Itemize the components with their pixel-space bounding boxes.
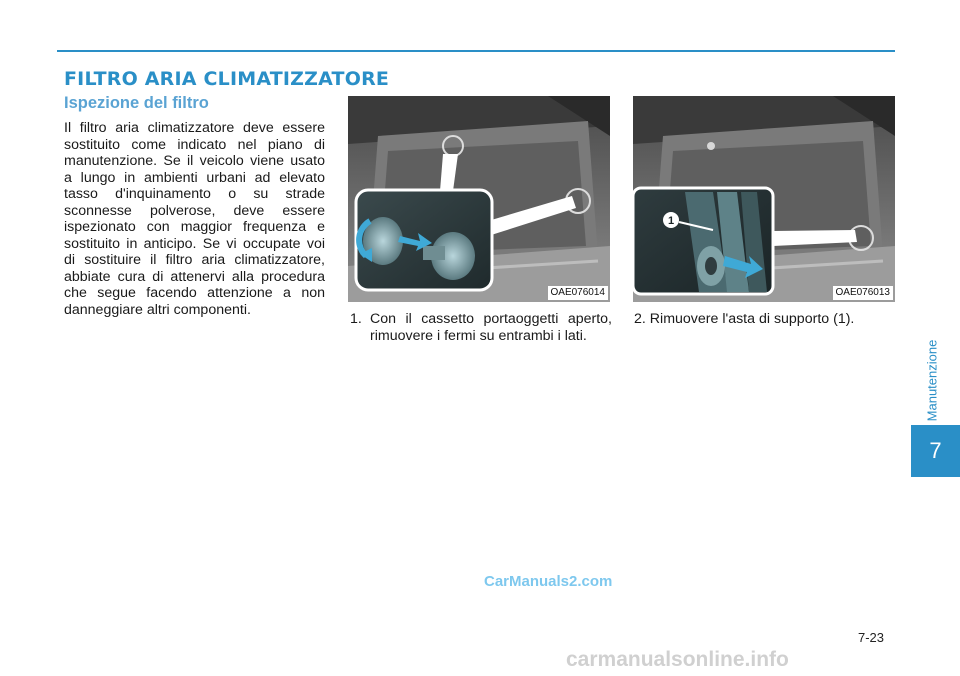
figure-code: OAE076013 [833, 286, 894, 300]
page-number: 7-23 [858, 630, 885, 645]
support-rod-illustration [633, 96, 895, 302]
step-number: 1. [350, 311, 362, 327]
chapter-tab [911, 425, 960, 477]
subtitle: Ispezione del filtro [64, 94, 209, 112]
chapter-side-label [912, 330, 952, 430]
glovebox-fasteners-illustration [348, 96, 610, 302]
callout-label: 1 [667, 215, 675, 227]
chapter-name: Manutenzione [924, 339, 940, 421]
section-title: FILTRO ARIA CLIMATIZZATORE [64, 68, 390, 90]
body-paragraph: Il filtro aria climatizzatore deve essere sostituito come indicato nel piano di manutenzione. Se il veicolo viene usato a lungo in ambienti urbani ad elevato tasso d'inquinamento o su strade sconnesse polverose, deve essere ispezionato con maggior frequenza e sostituito in anticipo. Se vi occupate voi di sostituire il filtro aria climatizzatore, abbiate cura di attenervi alla procedura che segue facendo attenzione a non danneggiare altri componenti. [64, 120, 325, 318]
step-number: 2. [634, 311, 646, 327]
watermark-link[interactable]: CarManuals2.com [484, 573, 613, 590]
top-rule [57, 50, 895, 52]
figure-code: OAE076014 [548, 286, 609, 300]
figure-glovebox-fasteners [348, 96, 610, 302]
step-text: Rimuovere l'asta di supporto (1). [649, 311, 855, 327]
step-2 [634, 311, 896, 328]
step-1 [350, 311, 612, 344]
chapter-number: 7 [929, 438, 942, 463]
footer-watermark: carmanualsonline.info [566, 648, 789, 671]
step-text: Con il cassetto portaoggetti aperto, rimuovere i fermi su entrambi i lati. [370, 311, 612, 344]
figure-support-rod [633, 96, 895, 302]
